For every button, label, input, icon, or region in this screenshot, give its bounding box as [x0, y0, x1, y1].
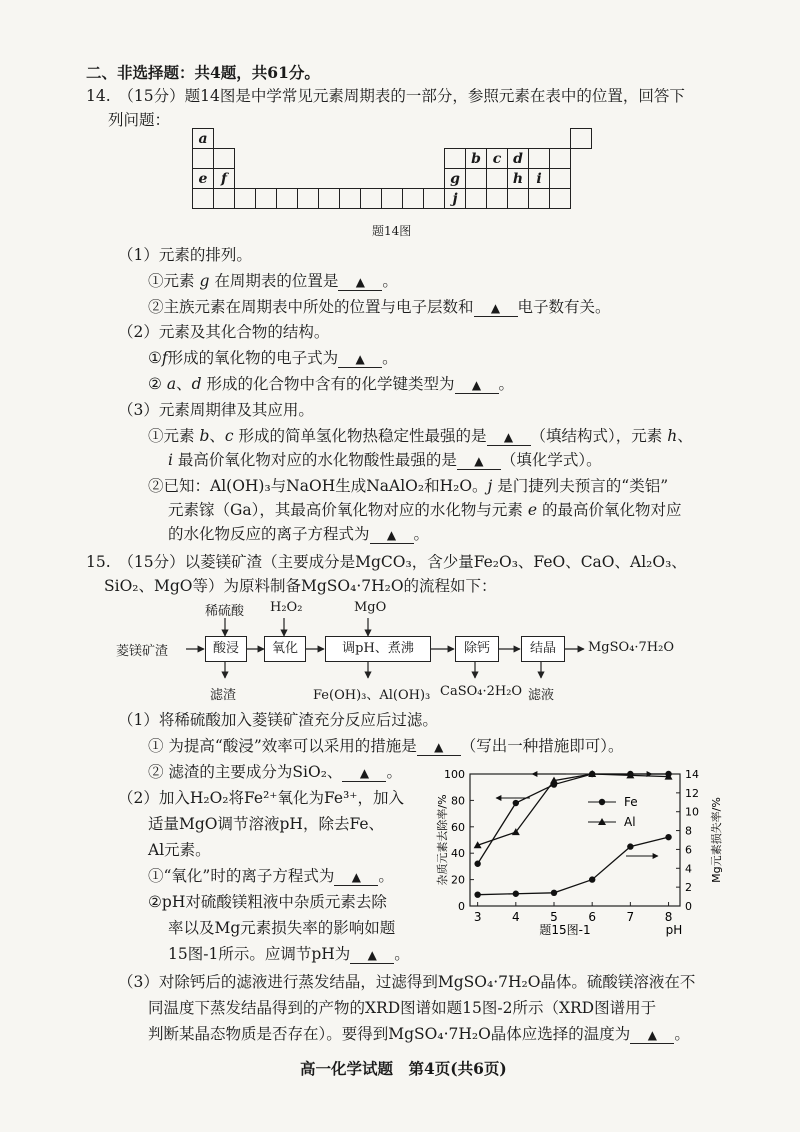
legend-marker-fe [599, 799, 605, 805]
q15-p3-line2: 同温度下蒸发结晶得到的产物的XRD图谱如题15图-2所示（XRD图谱用于 [148, 999, 657, 1017]
series-line-fe [478, 774, 669, 864]
answer-blank[interactable]: ▲ [350, 947, 394, 964]
y-left-tick-label: 100 [444, 768, 465, 781]
cell-e: e [193, 169, 214, 189]
q14-p2-2: ② a、d 形成的化合物中含有的化学键类型为 ▲ 。 [148, 375, 515, 393]
answer-blank[interactable]: ▲ [455, 377, 499, 394]
y-left-tick-label: 80 [451, 794, 465, 808]
q15-p1-1: ① 为提高“酸浸”效率可以采用的措施是 ▲ （写出一种措施即可）。 [148, 737, 624, 755]
point-mg-fe [589, 876, 595, 882]
series-line-mg-fe [478, 837, 669, 895]
flow-output-residue: 滤渣 [210, 688, 237, 703]
cell-c: c [487, 149, 508, 169]
figure14-caption: 题14图 [372, 224, 412, 238]
y-left-tick-label: 20 [451, 873, 465, 887]
section-title: 二、非选择题：共4题，共61分。 [86, 63, 320, 82]
y-right-tick-label: 6 [685, 843, 692, 857]
page-footer: 高一化学试题 第4页(共6页) [300, 1059, 507, 1078]
flow-product: MgSO₄·7H₂O [588, 640, 675, 655]
cell-a: a [193, 129, 214, 149]
q14-stem-line2: 列问题： [108, 111, 171, 129]
q14-p3-1-line2: i 最高价氧化物对应的水化物酸性最强的是 ▲ （填化学式）。 [168, 451, 602, 469]
q15-p2-line4: ①“氧化”时的离子方程式为 ▲ 。 [148, 867, 394, 885]
y-left-axis-title: 杂质元素去除率/% [436, 794, 449, 886]
chart-title: 题15图-1 [539, 923, 591, 937]
flow-step-oxidize: 氧化 [264, 636, 306, 662]
q14-p2-title: （2）元素及其化合物的结构。 [118, 323, 330, 341]
flow-input-h2o2: H₂O₂ [270, 600, 303, 615]
q15-p3-line1: （3）对除钙后的滤液进行蒸发结晶，过滤得到MgSO₄·7H₂O晶体。硫酸镁溶液在不 [118, 973, 696, 991]
x-tick-label: 7 [626, 910, 635, 924]
cell-f: f [214, 169, 235, 189]
legend-label-al: Al [624, 815, 636, 829]
cell-j: j [445, 189, 466, 209]
legend-label-fe: Fe [624, 795, 638, 809]
answer-blank[interactable]: ▲ [630, 1027, 674, 1044]
answer-blank[interactable]: ▲ [457, 453, 501, 470]
flow-step-adjust-ph: 调pH、煮沸 [325, 636, 431, 662]
point-mg-fe [474, 891, 480, 897]
y-right-tick-label: 8 [685, 824, 692, 838]
q14-stem-line1: 14. （15分）题14图是中学常见元素周期表的一部分，参照元素在表中的位置，回答下 [86, 87, 685, 105]
flow-output-caso4: CaSO₄·2H₂O [440, 684, 523, 699]
y-right-tick-label: 2 [685, 881, 692, 895]
q15-stem-line1: 15. （15分）以菱镁矿渣（主要成分是MgCO₃，含少量Fe₂O₃、FeO、CaO、Al₂O₃、 [86, 553, 687, 571]
cell-i: i [529, 169, 550, 189]
flow-input-acid: 稀硫酸 [205, 604, 245, 619]
q15-p2-line2: 适量MgO调节溶液pH，除去Fe、 [148, 815, 385, 833]
point-mg-fe [513, 891, 519, 897]
q15-p3-line3: 判断某晶态物质是否存在）。要得到MgSO₄·7H₂O晶体应选择的温度为 ▲ 。 [148, 1025, 690, 1043]
y-right-tick-label: 4 [685, 862, 692, 876]
q15-p2-line3: Al元素。 [148, 841, 211, 859]
point-mg-fe [665, 834, 671, 840]
q15-p2-line1: （2）加入H₂O₂将Fe²⁺氧化为Fe³⁺，加入 [118, 789, 404, 807]
flow-step-crystallize: 结晶 [521, 636, 565, 662]
y-right-axis-title: Mg元素损失率/% [710, 797, 723, 883]
flow-output-filtrate: 滤液 [528, 688, 555, 703]
answer-blank[interactable]: ▲ [342, 765, 386, 782]
flow-input-mgo: MgO [354, 600, 387, 615]
y-right-tick-label: 10 [685, 805, 699, 819]
flow-step-acid-leach: 酸浸 [205, 636, 247, 662]
q14-p3-2-line1: ②已知：Al(OH)₃与NaOH生成NaAlO₂和H₂O。j 是门捷列夫预言的“类铝” [148, 477, 669, 495]
q14-p1-title: （1）元素的排列。 [118, 246, 252, 264]
x-axis-title: pH [665, 923, 683, 937]
y-right-tick-label: 0 [685, 900, 692, 913]
cell-d: d [508, 149, 529, 169]
q15-p2-line6: 率以及Mg元素损失率的影响如题 [168, 919, 396, 937]
cell-b: b [466, 149, 487, 169]
point-mg-fe [551, 890, 557, 896]
answer-blank[interactable]: ▲ [370, 527, 414, 544]
answer-blank[interactable]: ▲ [334, 869, 378, 886]
answer-blank[interactable]: ▲ [338, 351, 382, 368]
q15-stem-line2: SiO₂、MgO等）为原料制备MgSO₄·7H₂O的流程如下： [104, 577, 497, 595]
cell-h: h [508, 169, 529, 189]
q14-p2-1: ①f形成的氧化物的电子式为 ▲ 。 [148, 349, 398, 367]
point-fe [474, 861, 480, 867]
q14-p3-2-line3: 的水化物反应的离子方程式为 ▲ 。 [168, 525, 430, 543]
q15-p1-2: ② 滤渣的主要成分为SiO₂、 ▲ 。 [148, 763, 402, 781]
q14-p1-1: ①元素 g 在周期表的位置是 ▲ 。 [148, 272, 398, 290]
y-left-tick-label: 0 [458, 900, 465, 913]
q14-p1-2: ②主族元素在周期表中所处的位置与电子层数和 ▲ 电子数有关。 [148, 298, 611, 316]
q15-p2-line5: ②pH对硫酸镁粗液中杂质元素去除 [148, 893, 387, 911]
x-tick-label: 4 [511, 910, 520, 924]
series-line-al [478, 774, 669, 845]
ph-effect-chart [420, 760, 740, 960]
point-fe [513, 800, 519, 806]
answer-blank[interactable]: ▲ [474, 300, 518, 317]
y-right-tick-label: 14 [685, 768, 699, 781]
q14-p3-1-line1: ①元素 b、c 形成的简单氢化物热稳定性最强的是 ▲ （填结构式），元素 h、 [148, 427, 693, 445]
answer-blank[interactable]: ▲ [417, 739, 461, 756]
flow-output-hydroxides: Fe(OH)₃、Al(OH)₃ [313, 688, 431, 703]
q15-p1-title: （1）将稀硫酸加入菱镁矿渣充分反应后过滤。 [118, 711, 438, 729]
x-tick-label: 6 [588, 910, 597, 924]
answer-blank[interactable]: ▲ [338, 274, 382, 291]
y-right-tick-label: 12 [685, 786, 699, 800]
q14-p3-title: （3）元素周期律及其应用。 [118, 401, 314, 419]
q14-p3-2-line2: 元素镓（Ga），其最高价氧化物对应的水化物与元素 e 的最高价氧化物对应 [168, 501, 682, 519]
x-tick-label: 8 [664, 910, 673, 924]
q15-p2-line7: 15图-1所示。应调节pH为 ▲ 。 [168, 945, 410, 963]
answer-blank[interactable]: ▲ [487, 429, 531, 446]
point-mg-fe [627, 843, 633, 849]
flow-start: 菱镁矿渣 [116, 644, 169, 659]
y-left-tick-label: 40 [451, 847, 465, 861]
flow-step-decalcify: 除钙 [455, 636, 499, 662]
x-tick-label: 5 [550, 910, 558, 924]
x-tick-label: 3 [473, 910, 482, 924]
cell-g: g [445, 169, 466, 189]
y-left-tick-label: 60 [451, 820, 465, 834]
